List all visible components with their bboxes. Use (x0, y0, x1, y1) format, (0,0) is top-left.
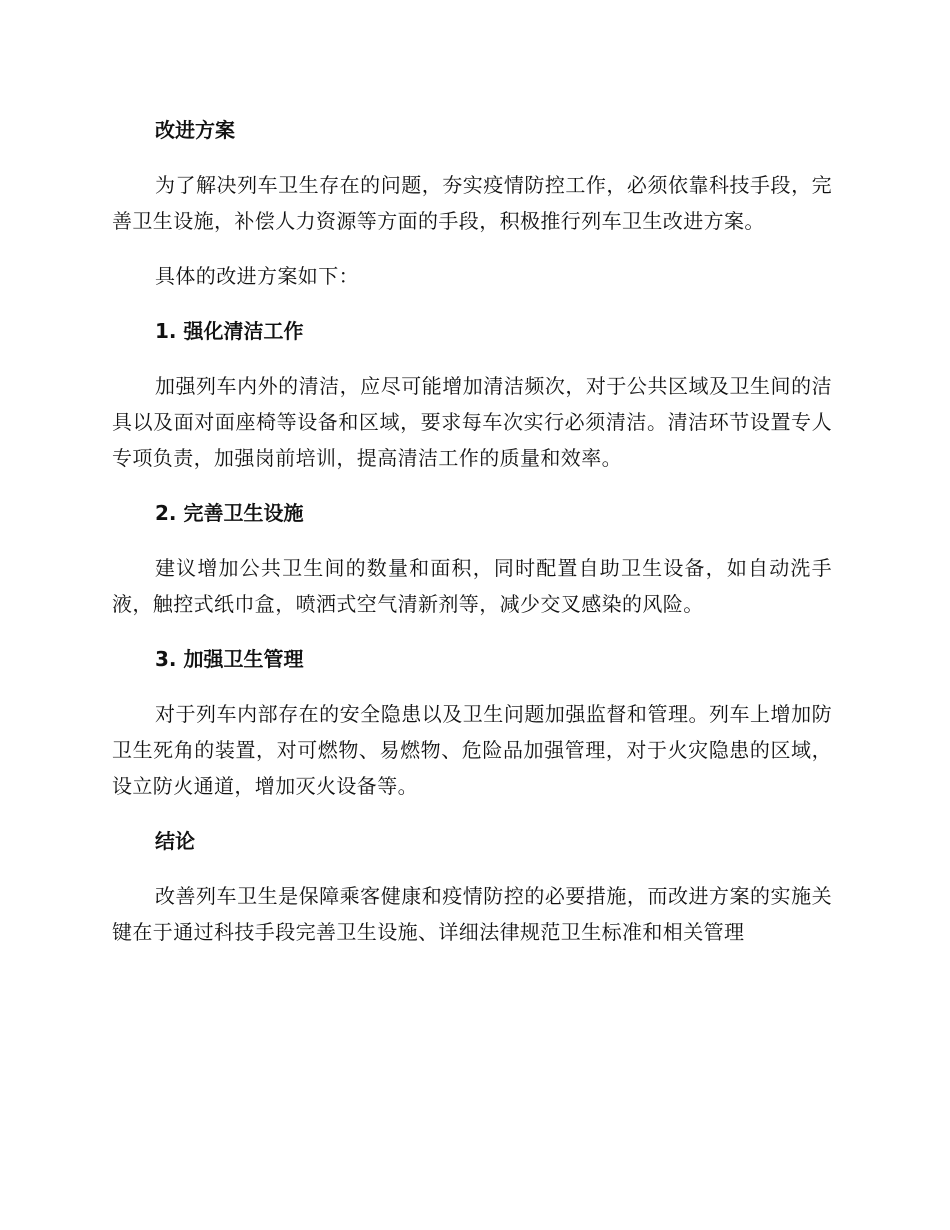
paragraph-intro: 为了解决列车卫生存在的问题，夯实疫情防控工作，必须依靠科技手段，完善卫生设施，补偿人力资源等方面的手段，积极推行列车卫生改进方案。 (112, 173, 832, 233)
paragraph-cleaning: 加强列车内外的清洁，应尽可能增加清洁频次，对于公共区域及卫生间的洁具以及面对面座椅等设备和区域，要求每车次实行必须清洁。清洁环节设置专人专项负责，加强岗前培训，提高清洁工作的质量和效率。 (112, 374, 832, 470)
section-heading-improvement-plan: 改进方案 (155, 118, 235, 142)
paragraph-facilities: 建议增加公共卫生间的数量和面积，同时配置自助卫生设备，如自动洗手液，触控式纸巾盒，喷洒式空气清新剂等，减少交叉感染的风险。 (112, 556, 832, 616)
section-heading-conclusion: 结论 (155, 829, 195, 853)
paragraph-management: 对于列车内部存在的安全隐患以及卫生问题加强监督和管理。列车上增加防卫生死角的装置，对可燃物、易燃物、危险品加强管理，对于火灾隐患的区域，设立防火通道，增加灭火设备等。 (112, 702, 832, 798)
section-heading-cleaning: 1. 强化清洁工作 (155, 319, 304, 343)
document-page (112, 112, 832, 969)
section-heading-management: 3. 加强卫生管理 (155, 647, 304, 671)
paragraph-conclusion: 改善列车卫生是保障乘客健康和疫情防控的必要措施，而改进方案的实施关键在于通过科技手段完善卫生设施、详细法律规范卫生标准和相关管理 (112, 884, 832, 944)
section-heading-facilities: 2. 完善卫生设施 (155, 501, 304, 525)
paragraph-plan-lead: 具体的改进方案如下： (155, 264, 359, 288)
